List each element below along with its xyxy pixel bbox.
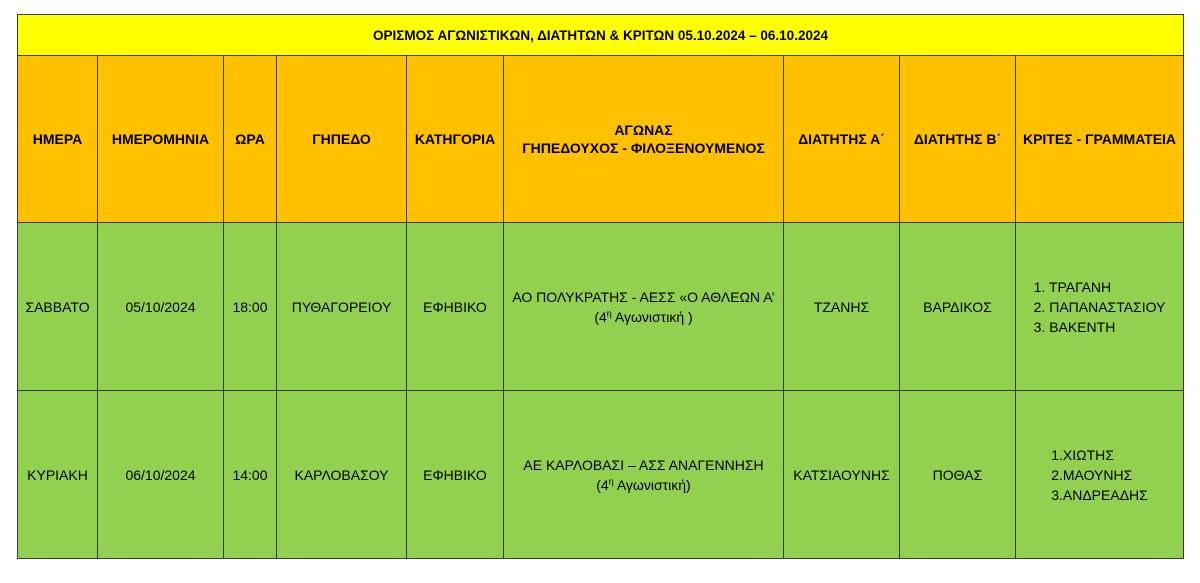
header-day: ΗΜΕΡΑ	[18, 56, 98, 223]
header-row	[18, 56, 1184, 223]
round-ordinal: η	[606, 307, 612, 318]
judge-item: 3. ΒΑΚΕΝΤΗ	[1033, 318, 1116, 335]
header-match	[504, 56, 784, 223]
cell-category: ΕΦΗΒΙΚΟ	[407, 223, 504, 391]
title-row	[18, 15, 1184, 56]
schedule-sheet	[17, 14, 1183, 559]
match-round	[508, 307, 779, 327]
judges-list	[1051, 445, 1148, 505]
schedule-table	[17, 14, 1184, 559]
cell-date: 05/10/2024	[98, 223, 224, 391]
header-category: ΚΑΤΗΓΟΡΙΑ	[407, 56, 504, 223]
cell-match	[504, 223, 784, 391]
header-referee-b: ΔΙΑΤΗΤΗΣ Β΄	[900, 56, 1016, 223]
round-number: (4	[596, 476, 609, 493]
header-match-line1: ΑΓΩΝΑΣ	[614, 122, 673, 138]
header-match-line2: ΓΗΠΕΔΟΥΧΟΣ - ΦΙΛΟΞΕΝΟΥΜΕΝΟΣ	[522, 140, 765, 156]
judge-item: 2.ΜΑΟΥΝΗΣ	[1051, 466, 1133, 483]
round-number: (4	[594, 308, 607, 325]
cell-venue: ΠΥΘΑΓΟΡΕΙΟΥ	[277, 223, 407, 391]
judges-list	[1034, 277, 1166, 337]
cell-day: ΚΥΡΙΑΚΗ	[18, 391, 98, 559]
judge-item: 1. ΤΡΑΓΑΝΗ	[1033, 278, 1112, 295]
match-teams: ΑΕ ΚΑΡΛΟΒΑΣΙ – ΑΣΣ ΑΝΑΓΕΝΝΗΣΗ	[523, 456, 764, 473]
header-venue: ΓΗΠΕΔΟ	[277, 56, 407, 223]
round-label: Αγωνιστική )	[611, 308, 693, 325]
round-label: Αγωνιστική)	[613, 476, 691, 493]
round-ordinal: η	[608, 475, 614, 486]
cell-time: 14:00	[224, 391, 277, 559]
match-round	[508, 475, 779, 495]
table-row	[18, 391, 1184, 559]
table-title: ΟΡΙΣΜΟΣ ΑΓΩΝΙΣΤΙΚΩΝ, ΔΙΑΤΗΤΩΝ & ΚΡΙΤΩΝ 05.10.2024 – 06.10.2024	[18, 15, 1184, 56]
match-teams: ΑΟ ΠΟΛΥΚΡΑΤΗΣ - ΑΕΣΣ «Ο ΑΘΛΕΩΝ Α’	[512, 288, 775, 305]
cell-venue: ΚΑΡΛΟΒΑΣΟΥ	[277, 391, 407, 559]
cell-referee-a: ΚΑΤΣΙΑΟΥΝΗΣ	[784, 391, 900, 559]
header-judges: ΚΡΙΤΕΣ - ΓΡΑΜΜΑΤΕΙΑ	[1016, 56, 1184, 223]
judge-item: 2. ΠΑΠΑΝΑΣΤΑΣΙΟΥ	[1033, 298, 1166, 315]
cell-match	[504, 391, 784, 559]
cell-referee-a: ΤΖΑΝΗΣ	[784, 223, 900, 391]
cell-judges	[1016, 223, 1184, 391]
cell-referee-b: ΠΟΘΑΣ	[900, 391, 1016, 559]
cell-category: ΕΦΗΒΙΚΟ	[407, 391, 504, 559]
header-time: ΩΡΑ	[224, 56, 277, 223]
judge-item: 3.ΑΝΔΡΕΑΔΗΣ	[1051, 486, 1148, 503]
header-date: ΗΜΕΡΟΜΗΝΙΑ	[98, 56, 224, 223]
cell-day: ΣΑΒΒΑΤΟ	[18, 223, 98, 391]
header-referee-a: ΔΙΑΤΗΤΗΣ Α΄	[784, 56, 900, 223]
cell-judges	[1016, 391, 1184, 559]
cell-referee-b: ΒΑΡΔΙΚΟΣ	[900, 223, 1016, 391]
judge-item: 1.ΧΙΩΤΗΣ	[1051, 446, 1114, 463]
cell-time: 18:00	[224, 223, 277, 391]
cell-date: 06/10/2024	[98, 391, 224, 559]
table-row	[18, 223, 1184, 391]
